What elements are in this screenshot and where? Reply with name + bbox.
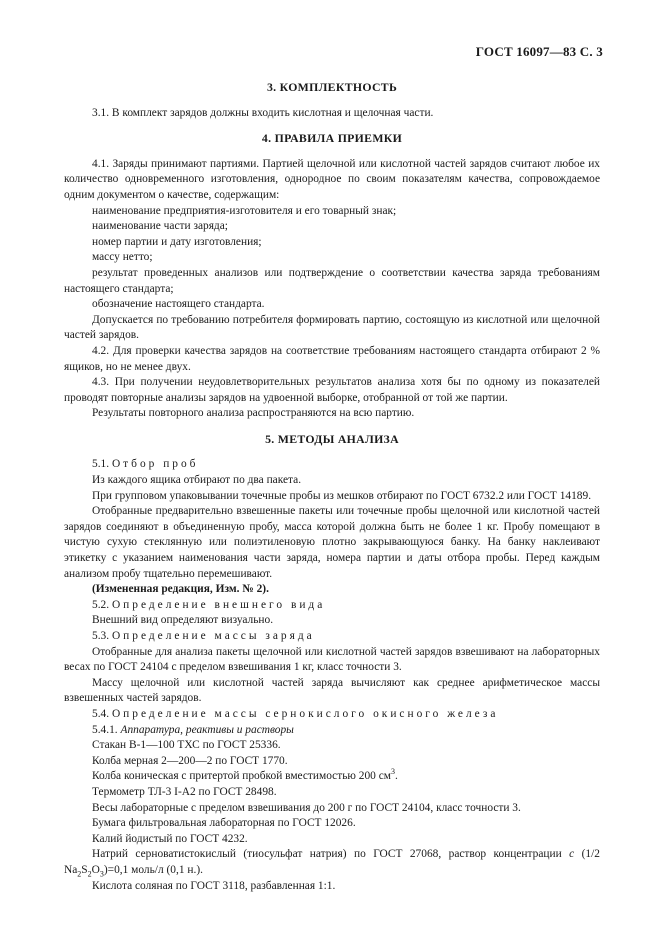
reagent-text: Натрий серноватистокислый (тиосульфат натрия) по ГОСТ 27068, раствор концентрации [92,848,562,861]
clause-number: 5.2. [92,598,110,611]
reagent-item: Весы лабораторные с пределом взвешивания до 200 г по ГОСТ 24104, класс точности 3. [92,801,521,814]
subscript: 3 [99,869,104,879]
list-item: номер партии и дату изготовления; [92,235,262,248]
formula-symbol: c [569,848,575,861]
list-item: массу нетто; [92,251,153,264]
reagent-item: Колба мерная 2—200—2 по ГОСТ 1770. [92,754,288,767]
subsection-5-4-heading [64,707,600,723]
subsection-5-3-heading [64,629,600,645]
reagent-item: Кислота соляная по ГОСТ 3118, разбавленная 1:1. [92,879,336,892]
reagent-item: Калий йодистый по ГОСТ 4232. [92,832,248,845]
subsection-5-4-1-heading [64,723,600,739]
paragraph-4-1: 4.1. Заряды принимают партиями. Партией щелочной или кислотной частей зарядов считают любое их количество одновременного изготовления, однородное по своим показателям качества, сопровождаемое одним документом о качестве, содержащим: [64,157,600,201]
section-5-title: 5. МЕТОДЫ АНАЛИЗА [265,431,399,446]
list-item: наименование предприятия-изготовителя и его товарный знак; [92,204,397,217]
clause-title: Отбор проб [111,458,199,471]
reagent-item [64,847,600,878]
clause-number: 5.4. [92,707,110,720]
paragraph-4-2: 4.2. Для проверки качества зарядов на соответствие требованиям настоящего стандарта отбирают 2 % ящиков, но не менее двух. [64,344,600,373]
superscript: 3 [390,767,395,777]
clause-number: 5.1. [92,458,110,471]
list-item: наименование части заряда; [92,220,228,233]
clause-title: Аппаратура, реактивы и растворы [120,723,294,736]
section-4-title: 4. ПРАВИЛА ПРИЕМКИ [261,131,403,146]
clause-title: Определение массы сернокислого окисного железа [111,707,499,720]
paragraph: При групповом упаковывании точечные пробы из мешков отбирают по ГОСТ 6732.2 или ГОСТ 14189. [92,489,592,502]
paragraph-3-1: 3.1. В комплект зарядов должны входить кислотная и щелочная части. [92,106,434,119]
section-3-title: 3. КОМПЛЕКТНОСТЬ [266,80,398,94]
subsection-5-1-heading [64,457,600,473]
edit-note: (Измененная редакция, Изм. № 2). [92,583,269,596]
clause-title: Определение массы заряда [111,630,315,642]
reagent-item: Термометр ТЛ-3 I-А2 по ГОСТ 28498. [92,785,277,798]
formula-text: )=0,1 моль/л (0,1 н.). [103,863,203,876]
subsection-5-2-heading [64,598,600,614]
paragraph-4-3: 4.3. При получении неудовлетворительных результатов анализа хотя бы по одному из показателей проводят повторные анализы зарядов на удвоенной выборке, отобранной от той же партии. [64,376,600,404]
formula-text: S [81,863,88,876]
clause-number: 5.4.1. [92,723,118,736]
paragraph: Массу щелочной или кислотной частей заряда вычисляют как среднее арифметическое массы взвешенных частей зарядов. [64,676,600,705]
reagent-item: Стакан В-1—100 ТХС по ГОСТ 25336. [92,739,281,752]
subscript: 2 [77,869,82,879]
document-body [64,80,600,894]
list-item: обозначение настоящего стандарта. [92,298,265,311]
reagent-item: Бумага фильтровальная лабораторная по ГОСТ 12026. [92,817,356,830]
formula-text: O [91,863,100,876]
reagent-text: Колба коническая с притертой пробкой вместимостью 200 см [92,770,391,783]
list-item: результат проведенных анализов или подтверждение о соответствии качества заряда требованиям настоящего стандарта; [64,266,600,295]
clause-title: Определение внешнего вида [111,598,326,611]
paragraph: Допускается по требованию потребителя формировать партию, состоящую из кислотной или щелочной частей зарядов. [64,313,600,342]
paragraph: Отобранные для анализа пакеты щелочной или кислотной частей зарядов взвешивают на лабораторных весах по ГОСТ 24104 с пределом взвешивания 1 кг, класс точности 3. [64,645,600,674]
page-header: ГОСТ 16097—83 С. 3 [475,44,603,59]
paragraph: Отобранные предварительно взвешенные пакеты или точечные пробы щелочной или кислотной частей зарядов соединяют в объединенную пробу, масса которой должна быть не более 1 кг. Пробу помещают в чистую сухую стеклянную или полиэтиленовую плотно закрывающуюся банку. На банку наклеивают этикетку с указанием наименования части заряда, номера партии и даты отбора пробы. Перед каждым анализом пробу тщательно перемешивают. [64,505,600,580]
formula-text: (1/2 Na [64,848,600,876]
reagent-text: . [394,770,398,783]
reagent-item [64,769,600,785]
paragraph: Внешний вид определяют визуально. [92,614,274,627]
paragraph: Результаты повторного анализа распространяются на всю партию. [92,407,415,420]
subscript: 2 [87,869,92,879]
clause-number: 5.3. [92,630,110,642]
paragraph: Из каждого ящика отбирают по два пакета. [92,474,302,487]
